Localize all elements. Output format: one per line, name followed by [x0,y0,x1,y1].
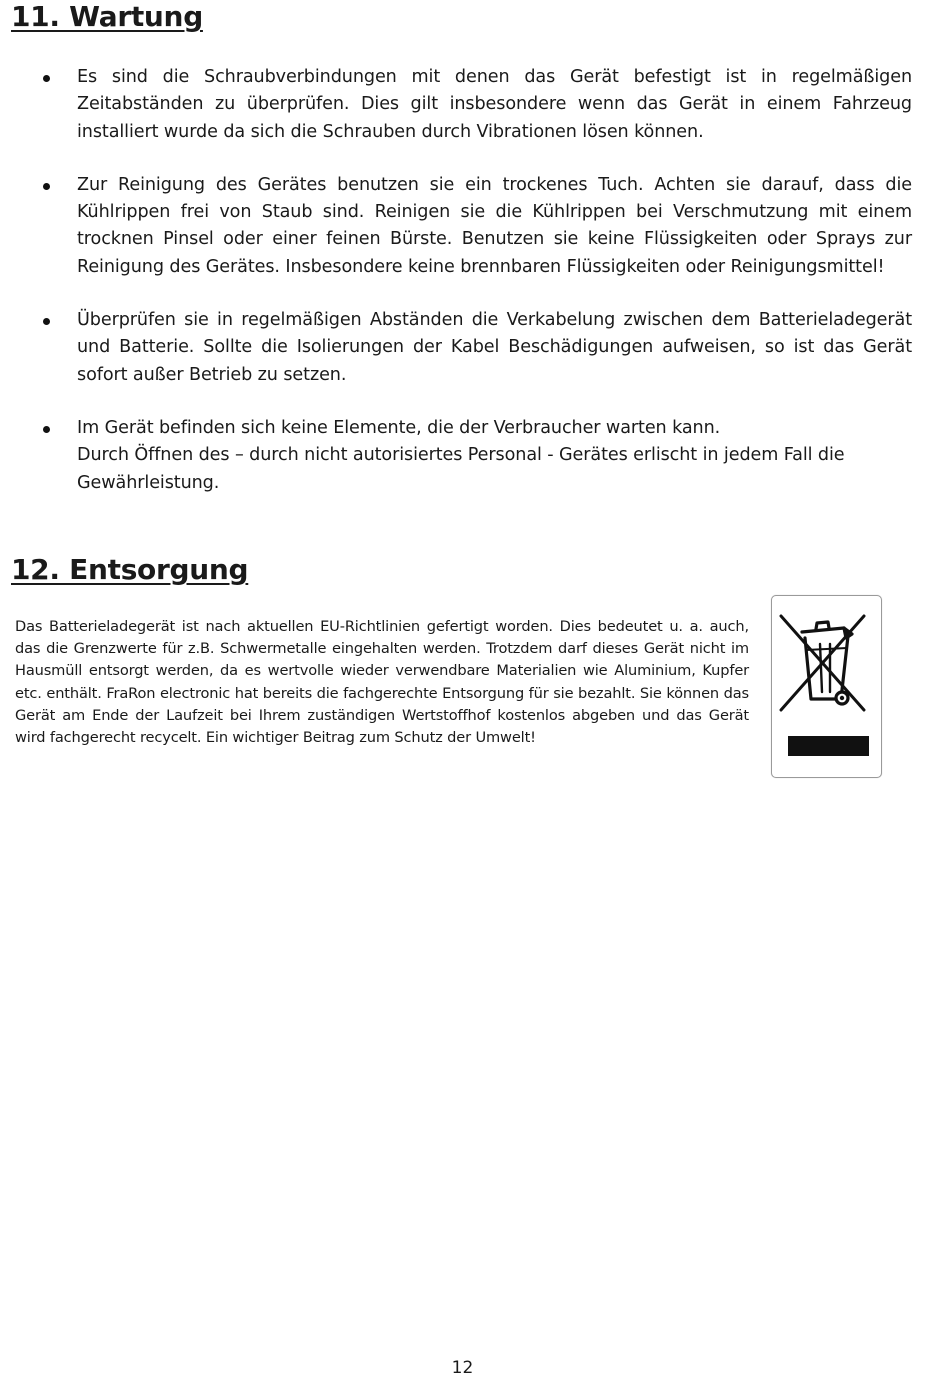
bullet-icon [43,183,50,190]
list-item [0,415,950,497]
list-item [0,64,950,146]
weee-symbol-frame [771,595,882,778]
list-item [0,172,950,281]
bullet-text-screws: Es sind die Schraubverbindungen mit denen das Gerät befestigt ist in regelmäßigen Zeitabständen zu überprüfen. Dies gilt insbesondere wenn das Gerät in einem Fahrzeug installiert wurde da sich die Schrauben durch Vibrationen lösen können. [77,67,912,142]
bullet-text-cleaning: Zur Reinigung des Gerätes benutzen sie ein trockenes Tuch. Achten sie darauf, dass die Kühlrippen frei von Staub sind. Reinigen sie die Kühlrippen bei Verschmutzung mit einem trocknen Pinsel oder einer feinen Bürste. Benutzen sie keine Flüssigkeiten oder Sprays zur Reinigung des Gerätes. Insbesondere keine brennbaren Flüssigkeiten oder Reinigungsmittel! [77,174,912,277]
page-number: 12 [451,1358,474,1378]
bullet-icon [43,318,50,325]
section-heading-entsorgung: 12. Entsorgung [11,553,249,586]
disposal-paragraph: Das Batterieladegerät ist nach aktuellen EU-Richtlinien gefertigt worden. Dies bedeutet u. a. auch, das die Grenzwerte für z.B. Schwermetalle eingehalten werden. Trotzdem darf dieses Gerät nicht im Hausmüll entsorgt werden, da es wertvolle wieder verwendbare Materialien wie Aluminium, Kupfer etc. enthält. FraRon electronic hat bereits die fachgerechte Entsorgung für sie bezahlt. Sie können das Gerät am Ende der Laufzeit bei Ihrem zuständigen Wertstoffhof kostenlos abgeben und das Gerät wird fachgerecht recycelt. Ein wichtiger Beitrag zum Schutz der Umwelt! [15,618,749,747]
maintenance-bullet-list [0,64,950,523]
list-item [0,307,950,389]
bullet-icon [43,75,50,82]
weee-underline-bar [788,736,869,756]
bullet-text-warranty: Durch Öffnen des – durch nicht autorisiertes Personal - Gerätes erlischt in jedem Fall die Gewährleistung. [77,445,845,493]
crossed-out-wheelie-bin-icon [772,596,880,776]
bullet-icon [43,426,50,433]
bullet-text-cabling: Überprüfen sie in regelmäßigen Abständen die Verkabelung zwischen dem Batterieladegerät und Batterie. Sollte die Isolierungen der Kabel Beschädigungen aufweisen, so ist das Gerät sofort außer Betrieb zu setzen. [77,310,912,385]
section-heading-wartung: 11. Wartung [11,0,203,33]
bullet-text-no-user-parts: Im Gerät befinden sich keine Elemente, die der Verbraucher warten kann. [77,417,721,438]
